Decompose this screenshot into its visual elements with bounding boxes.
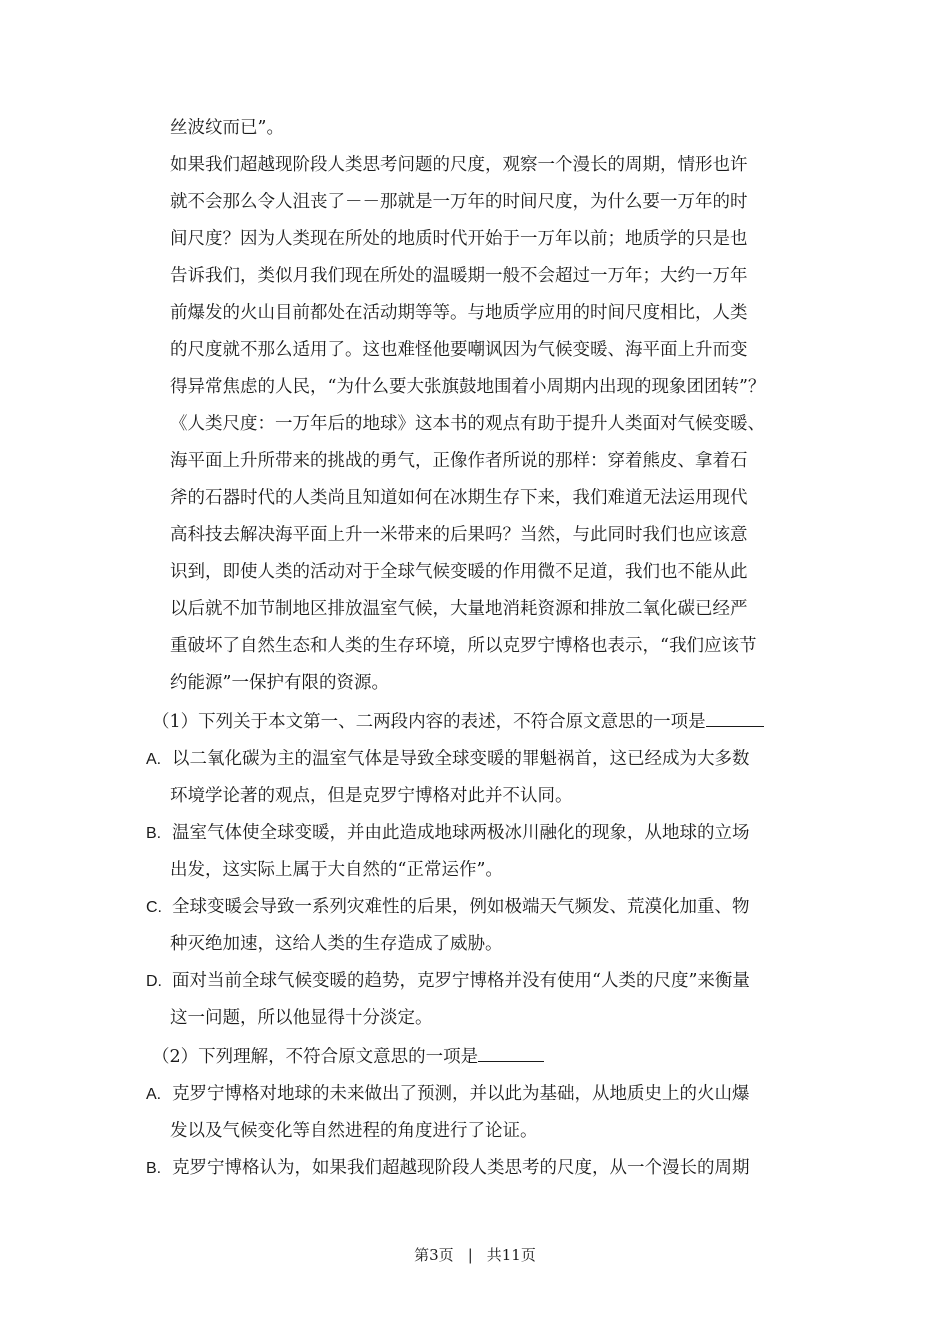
question-1-option-a <box>146 741 806 815</box>
question-2-option-b <box>146 1150 806 1187</box>
passage-line: 以后就不加节制地区排放温室气候，大量地消耗资源和排放二氧化碳已经严 <box>170 599 748 619</box>
paragraph-2 <box>146 406 806 702</box>
option-text-cont: 出发，这实际上属于大自然的“正常运作”。 <box>170 860 503 880</box>
option-letter: B. <box>146 825 162 842</box>
option-letter: D. <box>146 973 162 990</box>
option-text: 温室气体使全球变暖，并由此造成地球两极冰川融化的现象，从地球的立场 <box>172 823 750 843</box>
answer-blank <box>706 708 764 727</box>
passage-line: 重破坏了自然生态和人类的生存环境，所以克罗宁博格也表示，“我们应该节 <box>170 636 757 656</box>
option-text: 全球变暖会导致一系列灾难性的后果，例如极端天气频发、荒漠化加重、物 <box>172 897 750 917</box>
question-2-text: （2）下列理解，不符合原文意思的一项是 <box>152 1047 479 1067</box>
paragraph-1 <box>146 147 806 406</box>
option-text-cont: 环境学论著的观点，但是克罗宁博格对此并不认同。 <box>170 786 573 806</box>
passage-line: 就不会那么令人沮丧了－－那就是一万年的时间尺度，为什么要一万年的时 <box>170 192 748 212</box>
option-text-cont: 这一问题，所以他显得十分淡定。 <box>170 1008 433 1028</box>
passage-line: 得异常焦虑的人民，“为什么要大张旗鼓地围着小周期内出现的现象团团转”？ <box>170 377 766 397</box>
option-text: 面对当前全球气候变暖的趋势，克罗宁博格并没有使用“人类的尺度”来衡量 <box>172 971 750 991</box>
option-text: 克罗宁博格认为，如果我们超越现阶段人类思考的尺度，从一个漫长的周期 <box>172 1158 750 1178</box>
passage-line: 间尺度？因为人类现在所处的地质时代开始于一万年以前；地质学的只是也 <box>170 229 748 249</box>
answer-blank <box>478 1043 544 1062</box>
passage-line: 如果我们超越现阶段人类思考问题的尺度，观察一个漫长的周期，情形也许 <box>170 155 748 175</box>
option-text-cont: 发以及气候变化等自然进程的角度进行了论证。 <box>170 1121 538 1141</box>
footer-separator: | <box>467 1246 473 1264</box>
option-letter: A. <box>146 1086 162 1103</box>
passage-line: 的尺度就不那么适用了。这也难怪他要嘲讽因为气候变暖、海平面上升而变 <box>170 340 748 360</box>
passage-line: 《人类尺度：一万年后的地球》这本书的观点有助于提升人类面对气候变暖、 <box>170 414 765 434</box>
question-1-option-c <box>146 889 806 963</box>
page-content <box>146 110 806 1187</box>
question-1-stem <box>146 704 806 741</box>
page-footer <box>0 1244 950 1265</box>
passage-line: 约能源”一保护有限的资源。 <box>170 673 389 693</box>
option-text: 以二氧化碳为主的温室气体是导致全球变暖的罪魁祸首，这已经成为大多数 <box>172 749 750 769</box>
total-pages: 共11页 <box>486 1246 536 1264</box>
passage-line: 斧的石器时代的人类尚且知道如何在冰期生存下来，我们难道无法运用现代 <box>170 488 748 508</box>
question-1-option-d <box>146 963 806 1037</box>
passage-line: 海平面上升所带来的挑战的勇气，正像作者所说的那样：穿着熊皮、拿着石 <box>170 451 748 471</box>
passage-line: 高科技去解决海平面上升一米带来的后果吗？当然，与此同时我们也应该意 <box>170 525 748 545</box>
passage-line: 丝波纹而已”。 <box>170 118 284 138</box>
option-letter: C. <box>146 899 162 916</box>
passage-line: 识到，即使人类的活动对于全球气候变暖的作用微不足道，我们也不能从此 <box>170 562 748 582</box>
question-2-option-a <box>146 1076 806 1150</box>
option-text: 克罗宁博格对地球的未来做出了预测，并以此为基础，从地质史上的火山爆 <box>172 1084 750 1104</box>
passage-line: 告诉我们，类似月我们现在所处的温暖期一般不会超过一万年；大约一万年 <box>170 266 748 286</box>
option-letter: A. <box>146 751 162 768</box>
question-1-text: （1）下列关于本文第一、二两段内容的表述，不符合原文意思的一项是 <box>152 712 706 732</box>
page-number: 第3页 <box>414 1246 454 1264</box>
question-2-stem <box>146 1039 806 1076</box>
passage-line: 前爆发的火山目前都处在活动期等等。与地质学应用的时间尺度相比，人类 <box>170 303 748 323</box>
option-letter: B. <box>146 1160 162 1177</box>
question-1-option-b <box>146 815 806 889</box>
option-text-cont: 种灭绝加速，这给人类的生存造成了威胁。 <box>170 934 503 954</box>
